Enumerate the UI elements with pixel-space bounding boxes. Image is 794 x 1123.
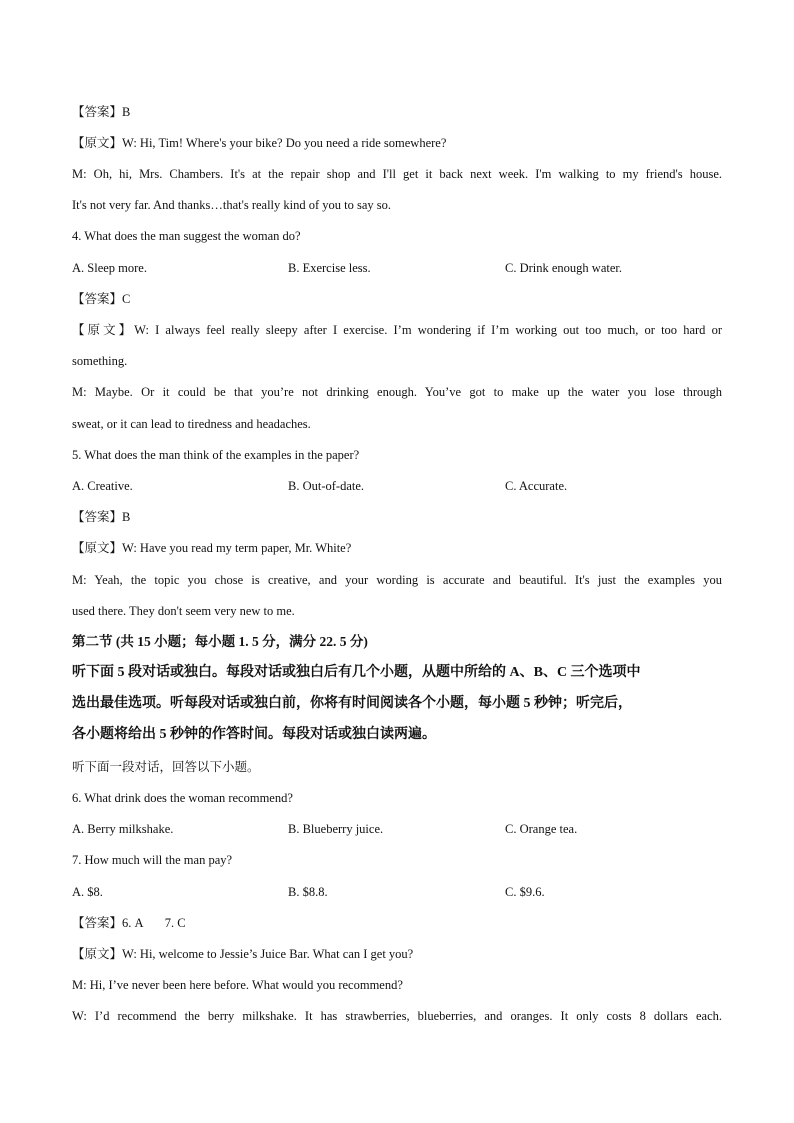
option-b: B. Blueberry juice. — [288, 822, 384, 836]
option-c: C. Orange tea. — [505, 822, 578, 836]
transcript-line: something. — [72, 354, 128, 368]
question-4: 4. What does the man suggest the woman do? — [72, 229, 301, 243]
transcript-line: M: Maybe. Or it could be that you’re not drinking enough. You’ve got to make up the water you lose through — [72, 385, 722, 399]
transcript-line: used there. They don't seem very new to me. — [72, 604, 295, 618]
transcript-line: W: I’d recommend the berry milkshake. It has strawberries, blueberries, and oranges. It only costs 8 dollars each. — [72, 1009, 722, 1023]
transcript-line: It's not very far. And thanks…that's really kind of you to say so. — [72, 198, 392, 212]
section-instructions: 选出最佳选项。听每段对话或独白前，你将有时间阅读各个小题，每小题 5 秒钟；听完后， — [72, 696, 632, 711]
option-b: B. Out-of-date. — [288, 479, 365, 493]
transcript-line: M: Oh, hi, Mrs. Chambers. It's at the repair shop and I'll get it back next week. I'm walking to my friend's house. — [72, 167, 722, 181]
question-5: 5. What does the man think of the examples in the paper? — [72, 448, 360, 462]
option-c: C. $9.6. — [505, 885, 545, 899]
transcript-line: 【原文】W: I always feel really sleepy after I exercise. I’m wondering if I’m working out too much, or too hard or — [72, 323, 722, 337]
answer-label: 【答案】6. A 7. C — [72, 916, 186, 930]
option-b: B. $8.8. — [288, 885, 328, 899]
answer-label: 【答案】C — [72, 292, 131, 306]
answer-label: 【答案】B — [72, 510, 131, 524]
option-a: A. $8. — [72, 885, 103, 899]
transcript-line: 【原文】W: Hi, welcome to Jessie’s Juice Bar. What can I get you? — [72, 947, 414, 961]
option-a: A. Creative. — [72, 479, 133, 493]
section-title: 第二节 (共 15 小题；每小题 1. 5 分，满分 22. 5 分) — [72, 634, 368, 649]
option-c: C. Accurate. — [505, 479, 568, 493]
transcript-line: 【原文】W: Have you read my term paper, Mr. White? — [72, 541, 352, 555]
question-6: 6. What drink does the woman recommend? — [72, 791, 293, 805]
question-7: 7. How much will the man pay? — [72, 853, 233, 867]
transcript-line: M: Hi, I’ve never been here before. What would you recommend? — [72, 978, 403, 992]
option-a: A. Berry milkshake. — [72, 822, 174, 836]
subsection-instruction: 听下面一段对话，回答以下小题。 — [72, 760, 260, 774]
transcript-line: sweat, or it can lead to tiredness and headaches. — [72, 417, 311, 431]
section-instructions: 各小题将给出 5 秒钟的作答时间。每段对话或独白读两遍。 — [72, 727, 436, 742]
transcript-line: M: Yeah, the topic you chose is creative, and your wording is accurate and beautiful. It's just the examples you — [72, 573, 722, 587]
answer-label: 【答案】B — [72, 105, 131, 119]
option-c: C. Drink enough water. — [505, 261, 622, 275]
option-a: A. Sleep more. — [72, 261, 147, 275]
section-instructions: 听下面 5 段对话或独白。每段对话或独白后有几个小题，从题中所给的 A、B、C 三个选项中 — [72, 665, 641, 680]
option-b: B. Exercise less. — [288, 261, 371, 275]
transcript-line: 【原文】W: Hi, Tim! Where's your bike? Do you need a ride somewhere? — [72, 136, 447, 150]
